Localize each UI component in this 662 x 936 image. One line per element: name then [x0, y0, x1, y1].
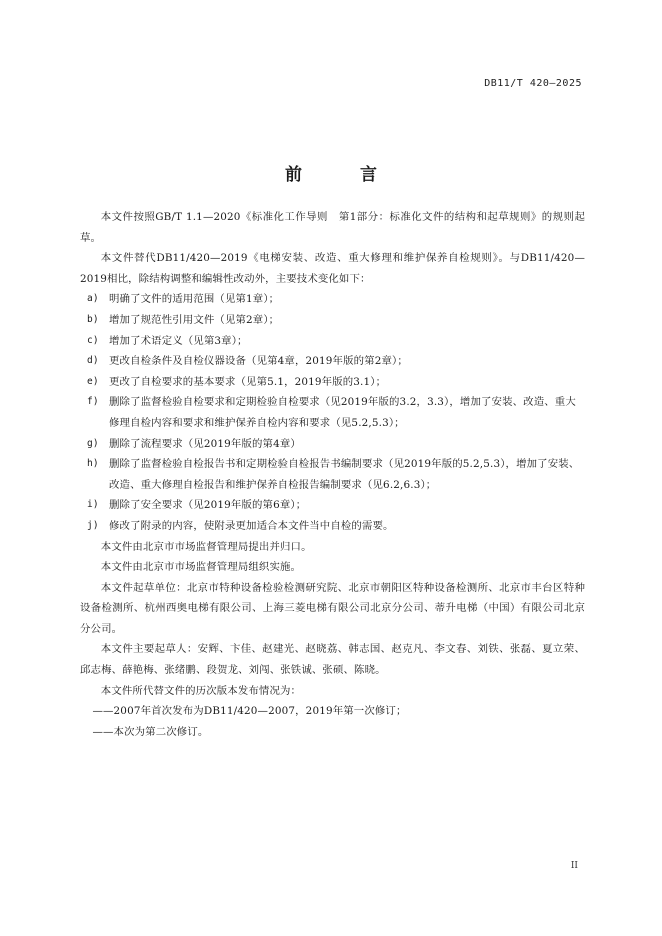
list-item-label: f) — [87, 396, 99, 408]
list-item — [80, 495, 585, 516]
history-entry: ——2007年首次发布为DB11/420—2007，2019年第一次修订； — [92, 705, 407, 718]
changes-list — [80, 289, 585, 536]
list-item-text: 删除了监督检验自检报告书和定期检验自检报告书编制要求（见2019年版的5.2,5.3），增加了安装、改造、重大修理自检报告和维护保养自检报告编制要求（见6.2,6.3）； — [109, 458, 580, 491]
list-item — [80, 434, 585, 455]
list-item-text: 修改了附录的内容，使附录更加适合本文件当中自检的需要。 — [109, 519, 394, 532]
list-item-text: 明确了文件的适用范围（见第1章）； — [109, 293, 280, 306]
list-item-label: a) — [87, 293, 99, 305]
paragraph-drafting-rules: 本文件按照GB/T 1.1—2020《标准化工作导则 第1部分：标准化文件的结构和起草规则》的规则起草。 — [80, 211, 585, 244]
list-item-text: 更改自检条件及自检仪器设备（见第4章，2019年版的第2章）； — [109, 355, 408, 368]
list-item-text: 删除了安全要求（见2019年版的第6章）； — [109, 499, 307, 512]
page-title: 前 言 — [285, 165, 403, 185]
list-item — [80, 372, 585, 393]
paragraph-history-intro: 本文件所代替文件的历次版本发布情况为： — [100, 684, 302, 697]
paragraph-drafting-units: 本文件起草单位：北京市特种设备检验检测研究院、北京市朝阳区特种设备检测所、北京市丰台区特种设备检测所、杭州西奥电梯有限公司、上海三菱电梯有限公司北京分公司、蒂升电梯（中国）有限公司北京分公司。 — [80, 581, 585, 635]
list-item-text: 增加了术语定义（见第3章）； — [109, 334, 248, 347]
list-item-text: 删除了流程要求（见2019年版的第4章） — [109, 437, 301, 450]
list-item — [80, 392, 585, 433]
paragraph-proposed-by: 本文件由北京市市场监督管理局提出并归口。 — [100, 540, 312, 553]
list-item-text: 更改了自检要求的基本要求（见第5.1，2019年版的3.1）； — [109, 375, 387, 388]
list-item — [80, 454, 585, 495]
list-item-text: 增加了规范性引用文件（见第2章）； — [109, 313, 280, 326]
history-entry: ——本次为第二次修订。 — [92, 725, 209, 738]
paragraph-organized-by: 本文件由北京市市场监督管理局组织实施。 — [100, 561, 302, 574]
list-item-label: i) — [87, 499, 99, 511]
foreword-body — [80, 207, 585, 742]
list-item-label: b) — [87, 313, 99, 325]
page-number: II — [570, 861, 578, 871]
list-item — [80, 351, 585, 372]
document-code: DB11/T 420—2025 — [484, 78, 582, 89]
paragraph-drafters: 本文件主要起草人：安辉、卞佳、赵建光、赵晓荔、韩志国、赵克凡、李文春、刘铁、张磊、夏立荣、邱志梅、薛艳梅、张绪鹏、段贺龙、刘闯、张铁诚、张硕、陈晓。 — [80, 643, 585, 677]
list-item-label: e) — [87, 375, 99, 387]
list-item-text: 删除了监督检验自检要求和定期检验自检要求（见2019年版的3.2，3.3），增加了安装、改造、重大修理自检内容和要求和维护保养自检内容和要求（见5.2,5.3）； — [109, 396, 576, 429]
list-item-label: d) — [87, 355, 99, 367]
list-item-label: h) — [87, 458, 99, 470]
list-item-label: c) — [87, 334, 99, 346]
list-item-label: j) — [87, 519, 99, 531]
list-item — [80, 516, 585, 537]
paragraph-replacement: 本文件替代DB11/420—2019《电梯安装、改造、重大修理和维护保养自检规则》。与DB11/420—2019相比，除结构调整和编辑性改动外，主要技术变化如下： — [80, 252, 585, 285]
list-item — [80, 331, 585, 352]
list-item — [80, 310, 585, 331]
list-item-label: g) — [87, 437, 99, 449]
list-item — [80, 289, 585, 310]
